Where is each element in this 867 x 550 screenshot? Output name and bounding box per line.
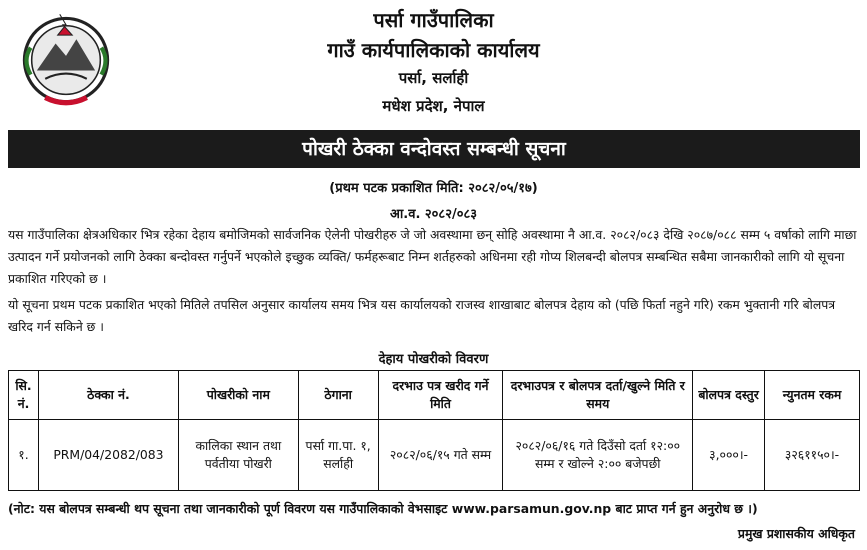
pond-details-table xyxy=(8,370,860,491)
office-name-heading: पर्सा गाउँपालिका xyxy=(373,8,494,32)
cell-registration-time: २०८२/०६/१६ गते दिउँसो दर्ता १२:०० सम्म र खोल्ने २:०० बजेपछी xyxy=(503,420,693,491)
notice-title-banner: पोखरी ठेक्का वन्दोवस्त सम्बन्धी सूचना xyxy=(8,130,860,168)
cell-bid-fee: ३,०००।- xyxy=(693,420,765,491)
table-header-row xyxy=(9,371,860,420)
notice-paragraph-1: यस गाउँपालिका क्षेत्रअधिकार भित्र रहेका देहाय बमोजिमको सार्वजनिक ऐलेनी पोखरीहरु जे जो अवस्थामा छन् सोहि अवस्थामा नै आ.व. २०८२/०८३ देखि २०८७/०८८ सम्म ५ वर्षाको लागि माछा उत्पादन गर्ने प्रयोजनको लागि ठेक्का बन्दोवस्त गर्नुपर्ने भएकोले इच्छुक व्यक्ति/ फर्महरूबाट निम्न शर्तहरुको अधिनमा रही गोप्य शिलबन्दी बोलपत्र सम्बन्धित सबैमा जानकारीको लागि यो सूचना प्रकाशित गरिएको छ । xyxy=(8,227,857,286)
signatory: प्रमुख प्रशासकीय अधिकृत xyxy=(737,526,855,541)
cell-purchase-date: २०८२/०६/१५ गते सम्म xyxy=(378,420,503,491)
cell-pond-name: कालिका स्थान तथा पर्वतीया पोखरी xyxy=(178,420,298,491)
footer-note: (नोट: यस बोलपत्र सम्बन्धी थप सूचना तथा जानकारीको पूर्ण विवरण यस गाउँपालिकाको वेभसाइट www.parsamun.gov.np बाट प्राप्त गर्न हुन अनुरोध छ ।) xyxy=(8,501,758,516)
col-header-registration-time: दरभाउपत्र र बोलपत्र दर्ता/खुल्ने मिति र समय xyxy=(503,371,693,420)
col-header-contract-no: ठेक्का नं. xyxy=(38,371,178,420)
publication-date: (प्रथम पटक प्रकाशित मिति: २०८२/०५/१७) xyxy=(329,181,538,196)
cell-serial: १. xyxy=(9,420,39,491)
cell-minimum-amount: ३२६११५०।- xyxy=(765,420,860,491)
col-header-serial: सि. नं. xyxy=(9,371,39,420)
col-header-bid-fee: बोलपत्र दस्तुर xyxy=(693,371,765,420)
fiscal-year: आ.व. २०८२/०८३ xyxy=(390,207,477,222)
executive-office-heading: गाउँ कार्यपालिकाको कार्यालय xyxy=(327,38,540,62)
col-header-address: ठेगाना xyxy=(298,371,378,420)
cell-contract-no: PRM/04/2082/083 xyxy=(38,420,178,491)
address-line: पर्सा, सर्लाही xyxy=(398,69,469,87)
col-header-purchase-date: दरभाउ पत्र खरीद गर्ने मिति xyxy=(378,371,503,420)
col-header-minimum-amount: न्युनतम रकम xyxy=(765,371,860,420)
province-line: मधेश प्रदेश, नेपाल xyxy=(382,97,485,115)
table-row xyxy=(9,420,860,491)
notice-paragraph-2: यो सूचना प्रथम पटक प्रकाशित भएको मितिले तपसिल अनुसार कार्यालय समय भित्र यस कार्यालयको राजस्व शाखाबाट बोलपत्र देहाय को (पछि फिर्ता नहुने गरि) रकम भुक्तानी गरि बोलपत्र खरिद गर्न सकिने छ । xyxy=(8,297,836,334)
cell-address: पर्सा गा.पा. १, सर्लाही xyxy=(298,420,378,491)
col-header-pond-name: पोखरीको नाम xyxy=(178,371,298,420)
table-caption: देहाय पोखरीको विवरण xyxy=(378,352,489,367)
